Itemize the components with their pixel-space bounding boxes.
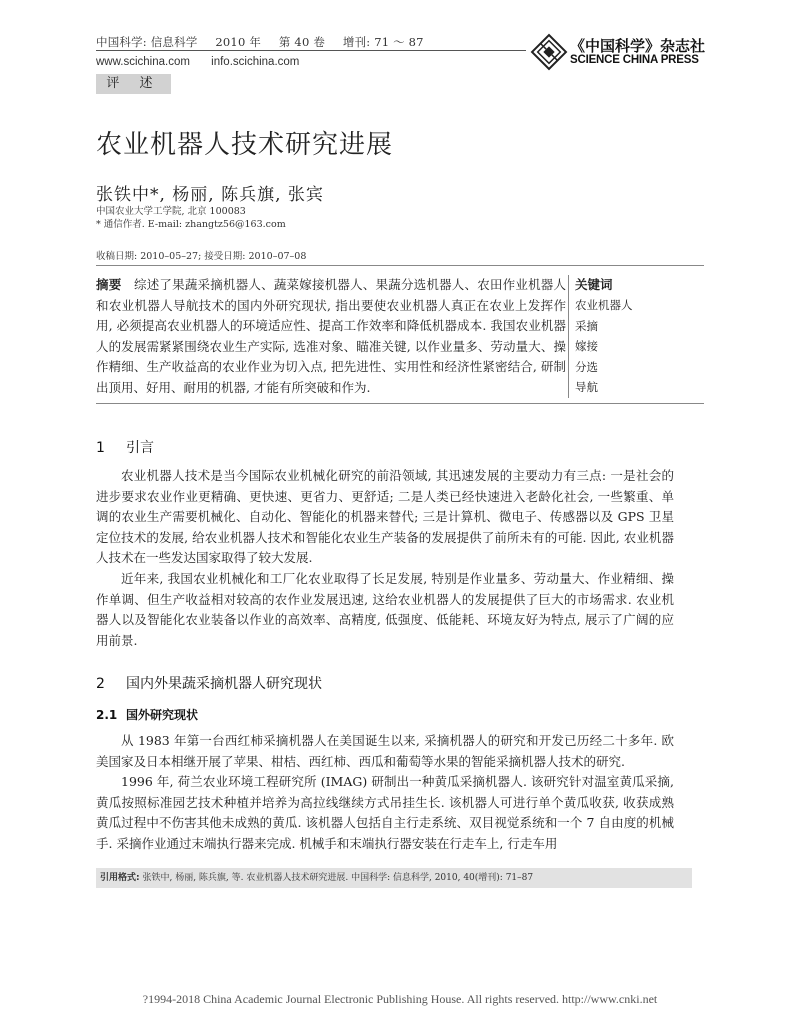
publisher-name-en: SCIENCE CHINA PRESS	[570, 54, 699, 66]
keyword-item: 采摘	[575, 318, 598, 333]
publisher-name-cn: 《中国科学》杂志社	[570, 37, 706, 55]
section-heading-2	[96, 673, 322, 693]
journal-name: 中国科学: 信息科学	[96, 35, 198, 49]
keyword-item: 农业机器人	[575, 298, 633, 312]
section-number: 1	[96, 440, 105, 456]
abstract-top-rule	[96, 265, 704, 266]
paragraph-foreign-2: 1996 年, 荷兰农业环境工程研究所 (IMAG) 研制出一种黄瓜采摘机器人. 该研究针对温室黄瓜采摘, 黄瓜按照标准园艺技术种植并培养为高拉线继续方式吊挂生长. 该机器人可进行单个黄瓜收获, 收获成熟黄瓜过程中不伤害其他未成熟的黄瓜. 该机器人包括自主行走系统、双目视觉系统和一个 7 自由度的机械手. 采摘作业通过末端执行器来完成. 机械手和末端执行器安装在行走车上, 行走车用	[96, 774, 674, 851]
paragraph-foreign-1: 从 1983 年第一台西红柿采摘机器人在美国诞生以来, 采摘机器人的研究和开发已历经二十多年. 欧美国家及日本相继开展了苹果、柑桔、西红柿、西瓜和葡萄等水果的智能采摘机器人技术的研究.	[96, 733, 674, 769]
authors: 张铁中*, 杨丽, 陈兵旗, 张宾	[96, 185, 324, 205]
abstract-label: 摘要	[96, 277, 122, 292]
paragraph-intro-1: 农业机器人技术是当今国际农业机械化研究的前沿领域, 其迅速发展的主要动力有三点: 一是社会的进步要求农业作业更精确、更快速、更省力、更舒适; 二是人类已经快速进入老龄化社会, 一些繁重、单调的农业生产需要机械化、自动化、智能化的机器来替代; 三是计算机、微电子、传感器以及 GPS 卫星定位技术的发展, 给农业机器人技术和智能化农业生产装备的发展提供了前所未有的可能. 因此, 农业机器人技术在一些发达国家取得了较大发展.	[96, 468, 674, 566]
subsection-number: 2.1	[96, 708, 118, 722]
header-rule	[96, 50, 526, 51]
journal-header	[96, 34, 438, 50]
citation-label: 引用格式:	[100, 873, 140, 883]
abstract	[96, 275, 566, 399]
page-title: 农业机器人技术研究进展	[96, 130, 394, 160]
abstract-text: 综述了果蔬采摘机器人、蔬菜嫁接机器人、果蔬分选机器人、农田作业机器人和农业机器人导航技术的国内外研究现状, 指出要使农业机器人真正在农业上发挥作用, 必须提高农业机器人的环境适应性、提高工作效率和降低机器成本. 我国农业机器人的发展需紧紧围绕农业生产实际, 选准对象、瞄准关键, 以作业量多、劳动量大、操作精细、生产收益高的农业作业为切入点, 把先进性、实用性和经济性紧密结合, 研制出顶用、好用、耐用的机器, 才能有所突破和作为.	[96, 277, 566, 395]
copyright-footer: ?1994-2018 China Academic Journal Electronic Publishing House. All rights reserved. http://www.cnki.net	[142, 992, 658, 1006]
section-title: 引言	[126, 440, 154, 456]
section-number: 2	[96, 676, 105, 692]
journal-year: 2010 年	[215, 35, 262, 49]
abstract-bottom-rule	[96, 403, 704, 404]
correspondence: * 通信作者. E-mail: zhangtz56@163.com	[96, 219, 286, 230]
publisher-logo-icon	[530, 33, 568, 71]
citation-text: 张铁中, 杨丽, 陈兵旗, 等. 农业机器人技术研究进展. 中国科学: 信息科学, 2010, 40(增刊): 71–87	[142, 873, 534, 883]
received-dates: 收稿日期: 2010–05–27; 接受日期: 2010–07–08	[96, 251, 307, 262]
subsection-title: 国外研究现状	[126, 708, 199, 722]
citation-format	[96, 868, 692, 888]
journal-volume: 第 40 卷	[278, 35, 326, 49]
keyword-item: 分选	[575, 359, 598, 374]
paragraph-intro-2: 近年来, 我国农业机械化和工厂化农业取得了长足发展, 特别是作业量多、劳动量大、作业精细、操作单调、但生产收益相对较高的农作业发展迅速, 这给农业机器人的发展提供了巨大的市场需求. 农业机器人以及智能化农业装备以作业的高效率、高精度, 低强度、低能耗、环境友好为特点, 展示了广阔的应用前景.	[96, 571, 674, 648]
section-title: 国内外果蔬采摘机器人研究现状	[126, 676, 322, 692]
section-tag: 评 述	[96, 74, 171, 94]
journal-urls	[96, 56, 317, 68]
affiliation-block	[96, 205, 286, 231]
section-heading-1	[96, 437, 154, 457]
keyword-item: 嫁接	[575, 339, 598, 354]
subsection-heading-2-1	[96, 706, 198, 723]
journal-url-info[interactable]: info.scichina.com	[211, 56, 300, 68]
affiliation: 中国农业大学工学院, 北京 100083	[96, 206, 246, 217]
keyword-item: 导航	[575, 380, 598, 395]
keywords-label: 关键词	[575, 277, 613, 292]
publisher-block	[530, 33, 706, 73]
journal-issue: 增刊: 71 ～ 87	[342, 35, 424, 49]
journal-url-main[interactable]: www.scichina.com	[96, 56, 190, 68]
keywords-box	[568, 275, 695, 398]
